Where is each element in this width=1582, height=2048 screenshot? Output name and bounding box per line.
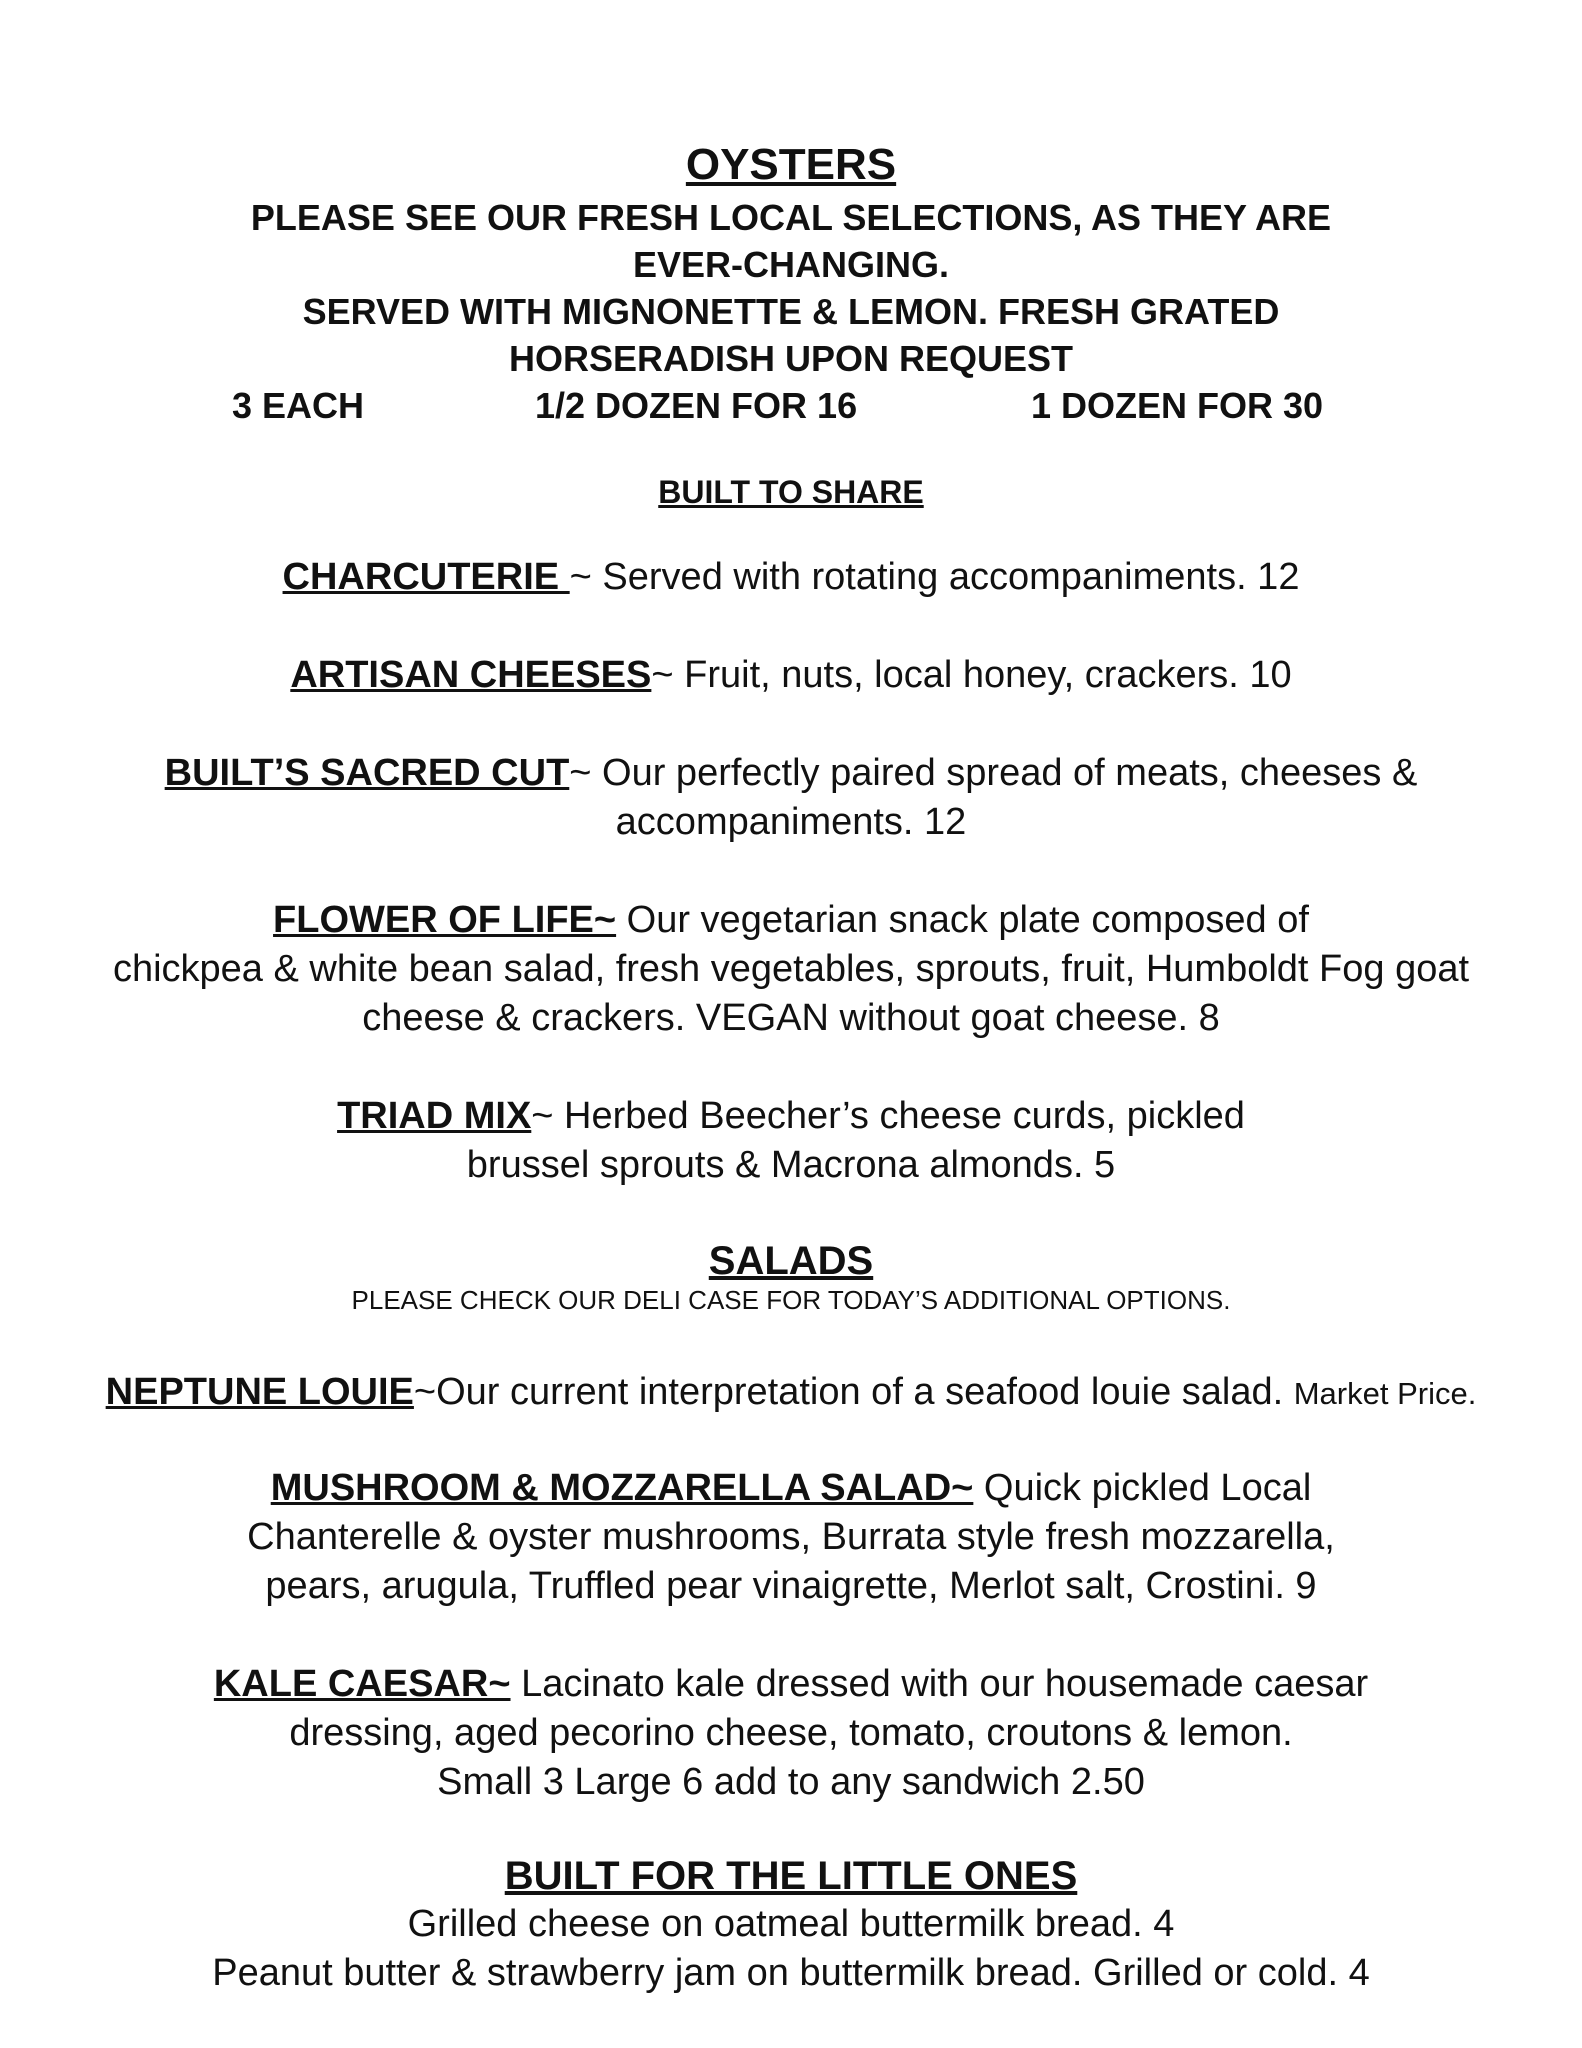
- item-description: dressing, aged pecorino cheese, tomato, croutons & lemon.: [289, 1712, 1293, 1754]
- item-description: ~ Fruit, nuts, local honey, crackers. 10: [651, 654, 1292, 696]
- oysters-line: PLEASE SEE OUR FRESH LOCAL SELECTIONS, AS THEY ARE: [250, 197, 1332, 238]
- oysters-price-each: 3 EACH: [232, 385, 365, 426]
- item-description: cheese & crackers. VEGAN without goat cheese. 8: [362, 997, 1220, 1039]
- item-description: Quick pickled Local: [973, 1467, 1312, 1509]
- item-description: Chanterelle & oyster mushrooms, Burrata style fresh mozzarella,: [247, 1516, 1335, 1558]
- item-description: Small 3 Large 6 add to any sandwich 2.50: [437, 1761, 1145, 1803]
- little-ones-items: [0, 1900, 1582, 1998]
- menu-item-artisan-cheeses: [0, 651, 1582, 700]
- menu-item-charcuterie: [0, 553, 1582, 602]
- salads-section: [0, 1238, 1582, 1316]
- item-description: chickpea & white bean salad, fresh vegetables, sprouts, fruit, Humboldt Fog goat: [112, 948, 1470, 990]
- item-name: CHARCUTERIE: [282, 556, 570, 598]
- item-description: ~ Herbed Beecher’s cheese curds, pickled: [531, 1095, 1245, 1137]
- item-name: NEPTUNE LOUIE: [105, 1371, 414, 1413]
- oysters-line: EVER-CHANGING.: [632, 244, 950, 285]
- item-name: TRIAD MIX: [337, 1095, 532, 1137]
- menu-item-kale-caesar: [0, 1660, 1582, 1807]
- item-description: Lacinato kale dressed with our housemade caesar: [510, 1663, 1369, 1705]
- menu-item-neptune-louie: [0, 1368, 1582, 1418]
- item-price-note: Market Price.: [1293, 1376, 1477, 1411]
- oysters-line: SERVED WITH MIGNONETTE & LEMON. FRESH GRATED: [302, 291, 1280, 332]
- oysters-description: [0, 194, 1582, 382]
- item-name: KALE CAESAR~: [213, 1663, 511, 1705]
- built-to-share-section: [0, 472, 1582, 512]
- oysters-heading: OYSTERS: [685, 140, 897, 189]
- oysters-section: [0, 140, 1582, 190]
- item-description: ~ Our perfectly paired spread of meats, cheeses &: [569, 752, 1418, 794]
- menu-item-triad-mix: [0, 1092, 1582, 1190]
- list-item: Grilled cheese on oatmeal buttermilk bread. 4: [407, 1903, 1175, 1945]
- item-description: brussel sprouts & Macrona almonds. 5: [466, 1144, 1116, 1186]
- item-description: Our vegetarian snack plate composed of: [616, 899, 1309, 941]
- oysters-price-half-dozen: 1/2 DOZEN FOR 16: [535, 385, 858, 426]
- oysters-price-dozen: 1 DOZEN FOR 30: [1031, 385, 1324, 426]
- item-description: accompaniments. 12: [615, 801, 967, 843]
- item-description: ~Our current interpretation of a seafood louie salad.: [413, 1371, 1294, 1413]
- item-name: FLOWER OF LIFE~: [273, 899, 617, 941]
- salads-note: PLEASE CHECK OUR DELI CASE FOR TODAY’S ADDITIONAL OPTIONS.: [351, 1285, 1231, 1315]
- item-description: ~ Served with rotating accompaniments. 12: [569, 556, 1300, 598]
- item-name: ARTISAN CHEESES: [290, 654, 652, 696]
- little-ones-heading: BUILT FOR THE LITTLE ONES: [504, 1854, 1078, 1898]
- built-to-share-heading: BUILT TO SHARE: [658, 474, 924, 510]
- menu-item-sacred-cut: [0, 749, 1582, 847]
- menu-item-mushroom-mozzarella: [0, 1464, 1582, 1611]
- oysters-line: HORSERADISH UPON REQUEST: [508, 338, 1074, 379]
- little-ones-section: [0, 1853, 1582, 1899]
- item-description: pears, arugula, Truffled pear vinaigrette, Merlot salt, Crostini. 9: [265, 1565, 1317, 1607]
- list-item: Peanut butter & strawberry jam on buttermilk bread. Grilled or cold. 4: [212, 1952, 1370, 1994]
- menu-item-flower-of-life: [0, 896, 1582, 1043]
- oysters-price-row: [0, 382, 1582, 429]
- item-name: MUSHROOM & MOZZARELLA SALAD~: [270, 1467, 974, 1509]
- item-name: BUILT’S SACRED CUT: [164, 752, 570, 794]
- salads-heading: SALADS: [708, 1239, 874, 1283]
